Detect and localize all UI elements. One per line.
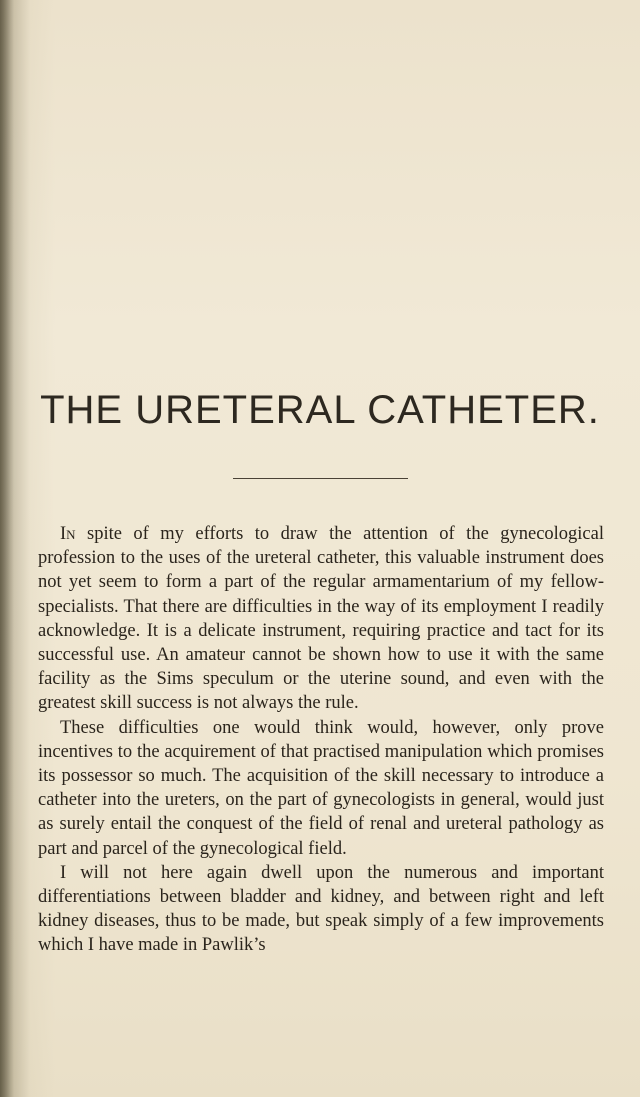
paragraph-text: These difficulties one would think would, however, only prove incentives to the acquirement of that practised manipulation which promises its possessor so much. The acquisition of the skill necessary to introduce a catheter into the ureters, on the part of gynecologists in general, would just as surely entail the conquest of the field of renal and ureteral pathology as part and parcel of the gynecological field. xyxy=(38,717,604,859)
paragraph-text: I will not here again dwell upon the numerous and important differentiations between bladder and kidney, and between right and left kidney diseases, thus to be made, but speak simply of a few improvements which I have made in Pawlik’s xyxy=(38,862,604,956)
chapter-title: THE URETERAL CATHETER. xyxy=(40,388,600,432)
paragraph-1 xyxy=(38,522,604,716)
drop-lead: In xyxy=(60,524,76,544)
spine-shadow xyxy=(0,0,14,1097)
paragraph-text: spite of my efforts to draw the attention of the gynecological profession to the uses of the ureteral catheter, this valuable instrument does not yet seem to form a part of the regular armamentarium of my fellow-specialists. That there are difficulties in the way of its employment I readily acknowledge. It is a delicate instrument, requiring practice and tact for its successful use. An amateur cannot be shown how to use it with the same facility as the Sims speculum or the uterine sound, and even with the greatest skill success is not always the rule. xyxy=(38,524,604,714)
paragraph-2 xyxy=(38,716,604,861)
paragraph-3 xyxy=(38,861,604,958)
title-rule xyxy=(233,478,408,479)
body-text xyxy=(38,522,604,958)
